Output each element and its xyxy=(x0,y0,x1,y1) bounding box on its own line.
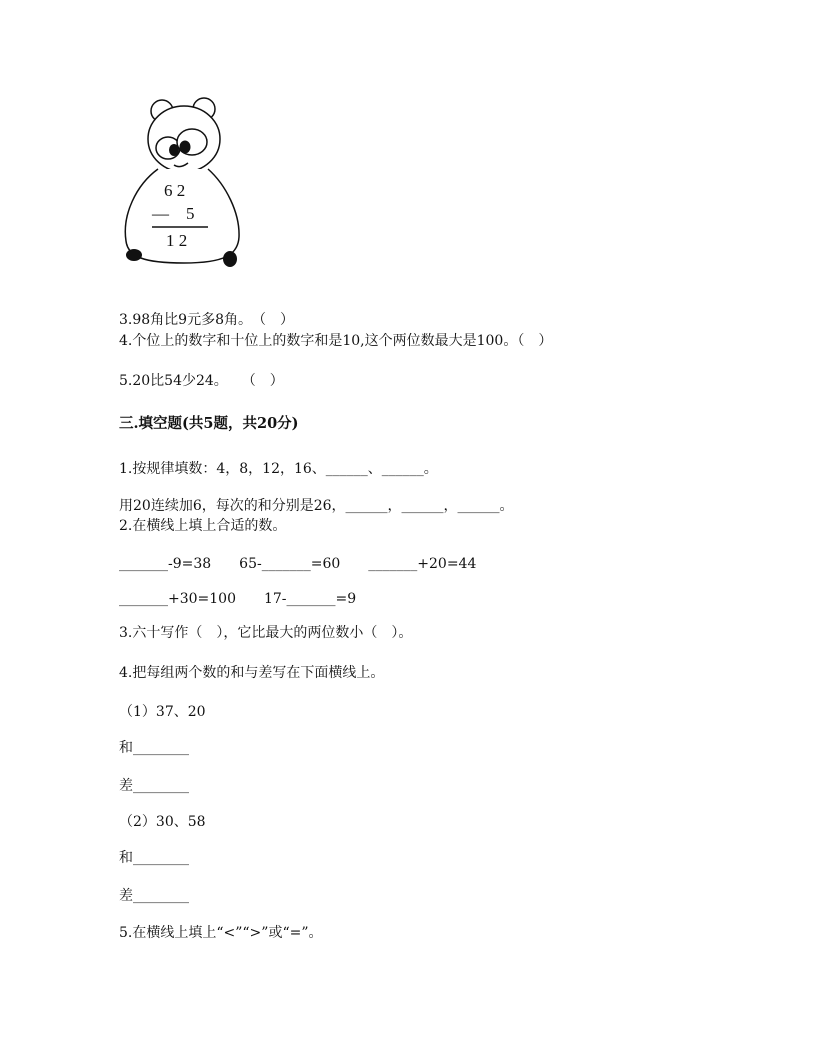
judgement-question-3: 3.98角比9元多8角。 （ ） xyxy=(119,312,294,328)
panda-left-pupil xyxy=(169,144,179,156)
fill-question-4-diff-2: 差________ xyxy=(119,888,189,904)
panda-drawing xyxy=(118,95,248,275)
fill-question-2-title: 2.在横线上填上合适的数。 xyxy=(119,518,287,534)
calc-row-2: 5 xyxy=(186,204,195,223)
panda-right-foot xyxy=(223,251,237,267)
fill-question-4-sum-2: 和________ xyxy=(119,850,189,866)
fill-question-4-sum-1: 和________ xyxy=(119,740,189,756)
fill-question-2-row-1: _______-9=38 65-_______=60 _______+20=44 xyxy=(119,556,477,572)
fill-question-2-row-2: _______+30=100 17-_______=9 xyxy=(119,591,357,607)
judgement-question-5: 5.20比54少24。 （ ） xyxy=(119,373,284,389)
fill-question-5: 5.在横线上填上“<”“>”或“=”。 xyxy=(119,925,323,941)
fill-question-4-pair-1: （1）37、20 xyxy=(119,704,206,720)
fill-question-4-title: 4.把每组两个数的和与差写在下面横线上。 xyxy=(119,665,385,681)
panda-right-pupil xyxy=(180,141,191,154)
fill-question-4-diff-1: 差________ xyxy=(119,778,189,794)
fill-question-1-line-2: 用20连续加6，每次的和分别是26，______，______，______。 xyxy=(119,498,514,514)
judgement-question-4: 4.个位上的数字和十位上的数字和是10,这个两位数最大是100。（ ） xyxy=(119,333,553,349)
panda-illustration xyxy=(118,95,248,275)
calc-row-1: 6 2 xyxy=(164,181,186,200)
panda-left-foot xyxy=(126,249,142,261)
fill-question-1-line-1: 1.按规律填数：4，8，12，16、______、______。 xyxy=(119,461,438,477)
calc-operator: — xyxy=(152,204,169,223)
section-3-title: 三.填空题(共5题，共20分) xyxy=(119,415,299,432)
fill-question-4-pair-2: （2）30、58 xyxy=(119,814,206,830)
fill-question-3: 3.六十写作（ ），它比最大的两位数小（ ）。 xyxy=(119,625,413,641)
calc-result: 1 2 xyxy=(166,231,188,250)
